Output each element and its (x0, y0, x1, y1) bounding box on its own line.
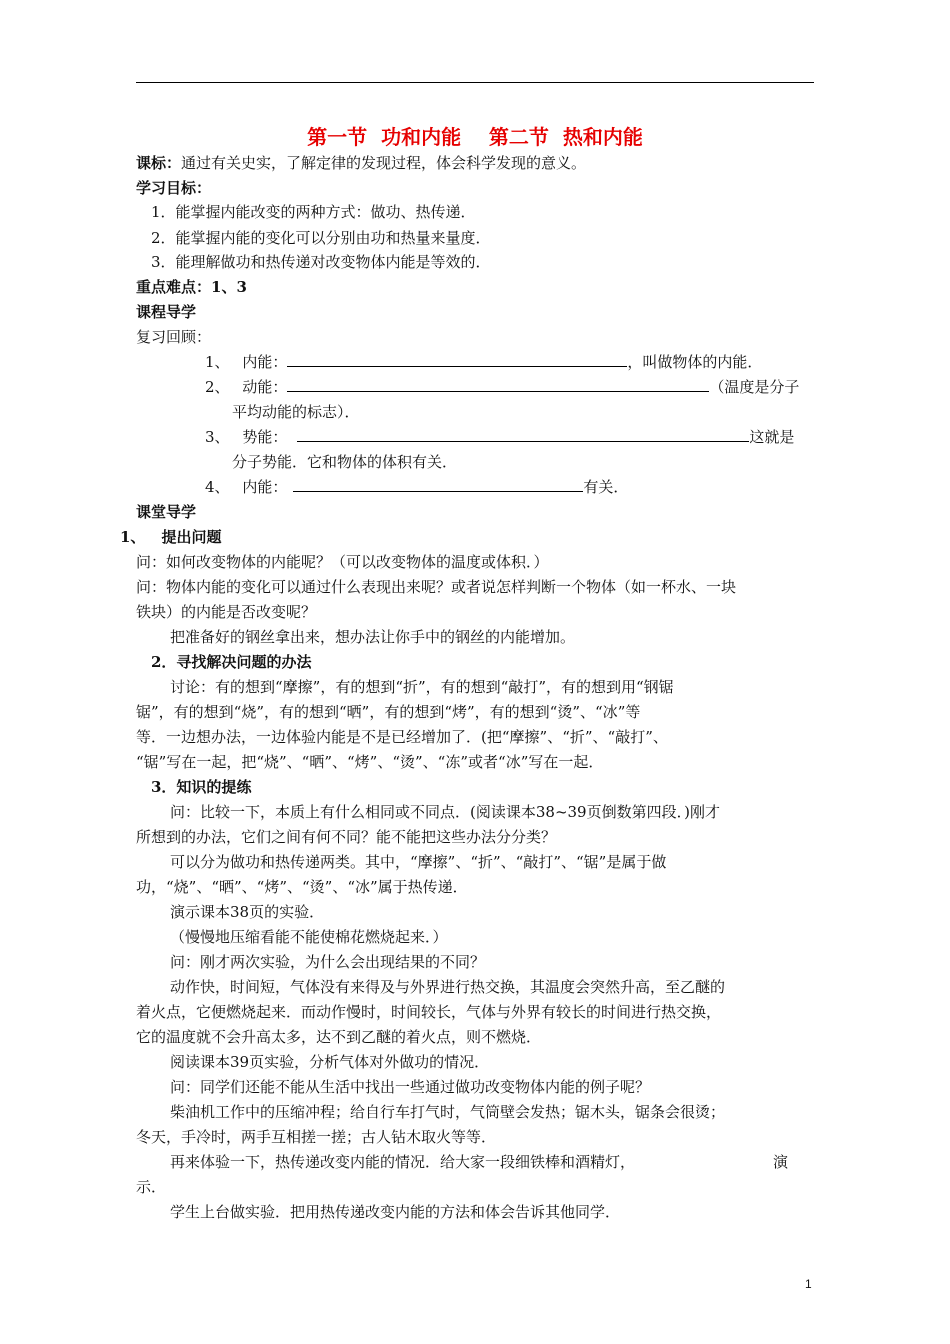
paragraph-line: 可以分为做功和热传递两类。其中，“摩擦”、“折”、“敲打”、“锯”是属于做 (170, 853, 667, 871)
review-heading: 复习回顾： (136, 328, 212, 346)
paragraph-line: 问：如何改变物体的内能呢？（可以改变物体的温度或体积．） (136, 553, 549, 571)
header-rule (136, 82, 814, 83)
review-label: 内能： (242, 353, 288, 371)
review-label: 动能： (242, 378, 288, 396)
paragraph-line: 所想到的办法，它们之间有何不同？能不能把这些办法分分类？ (136, 828, 557, 846)
fill-blank[interactable] (297, 427, 749, 442)
review-item-3 (205, 427, 794, 447)
review-num: 1、 (205, 353, 230, 371)
keypoints: 重点难点：1、3 (136, 278, 247, 296)
review-item-2 (205, 377, 799, 397)
review-cont: 平均动能的标志）． (232, 403, 360, 421)
paragraph-line: 冬天，手冷时，两手互相搓一搓；古人钻木取火等等． (136, 1128, 497, 1146)
review-label: 势能： (242, 428, 288, 446)
review-after: 有关． (583, 478, 629, 496)
objective-item: 2．能掌握内能的变化可以分别由功和热量来量度． (151, 229, 491, 247)
paragraph-line: 动作快，时间短，气体没有来得及与外界进行热交换，其温度会突然升高，至乙醚的 (170, 978, 726, 996)
kebiao-label: 课标： (136, 154, 182, 172)
paragraph-line: 柴油机工作中的压缩冲程；给自行车打气时，气筒壁会发热；锯木头，锯条会很烫； (170, 1103, 726, 1121)
review-after: ，叫做物体的内能． (627, 353, 763, 371)
section-1-heading (120, 527, 221, 547)
review-after: 这就是 (749, 428, 795, 446)
section-2-heading: 2．寻找解决问题的办法 (151, 653, 312, 671)
review-num: 2、 (205, 378, 230, 396)
paragraph-line: 讨论：有的想到“摩擦”，有的想到“折”，有的想到“敲打”，有的想到用“钢锯 (170, 678, 674, 696)
review-num: 4、 (205, 478, 230, 496)
paragraph-line: 演示课本38页的实验． (170, 903, 325, 921)
kebiao-text: 通过有关史实，了解定律的发现过程，体会科学发现的意义。 (181, 154, 587, 172)
paragraph-line: 锯”，有的想到“烧”，有的想到“晒”，有的想到“烤”，有的想到“烫”、“冰”等 (136, 703, 641, 721)
review-num: 3、 (205, 428, 230, 446)
paragraph-line: 等．一边想办法，一边体验内能是不是已经增加了．(把“摩擦”、“折”、“敲打”、 (136, 728, 668, 746)
paragraph-line: 学生上台做实验．把用热传递改变内能的方法和体会告诉其他同学． (170, 1203, 621, 1221)
paragraph-line: 再来体验一下，热传递改变内能的情况．给大家一段细铁棒和酒精灯， (170, 1153, 636, 1171)
paragraph-line: 着火点，它便燃烧起来．而动作慢时，时间较长，气体与外界有较长的时间进行热交换， (136, 1003, 722, 1021)
paragraph-line: 铁块）的内能是否改变呢？ (136, 603, 317, 621)
paragraph-line: 问：比较一下，本质上有什么相同或不同点．(阅读课本38~39页倒数第四段．)刚才 (170, 803, 720, 821)
fill-blank[interactable] (287, 352, 627, 367)
page-title: 第一节 功和内能 第二节 热和内能 (307, 125, 643, 149)
fill-blank[interactable] (293, 477, 583, 492)
section-num: 1、 (120, 528, 146, 546)
paragraph-line: 示． (136, 1178, 167, 1196)
objective-item: 3．能理解做功和热传递对改变物体内能是等效的． (151, 253, 491, 271)
review-label: 内能： (242, 478, 288, 496)
paragraph-line-tail: 演 (773, 1153, 789, 1171)
review-item-4 (205, 477, 628, 497)
guide-heading: 课程导学 (136, 303, 197, 321)
paragraph-line: （慢慢地压缩看能不能使棉花燃烧起来．） (170, 928, 448, 946)
review-item-1 (205, 352, 762, 372)
review-after: （温度是分子 (709, 378, 800, 396)
paragraph-line: 把准备好的钢丝拿出来，想办法让你手中的钢丝的内能增加。 (170, 628, 576, 646)
kebiao-line (136, 153, 586, 173)
objectives-heading: 学习目标： (136, 179, 212, 197)
page-number: 1 (805, 1277, 812, 1291)
paragraph-line: 问：刚才两次实验，为什么会出现结果的不同？ (170, 953, 486, 971)
paragraph-line: 问：物体内能的变化可以通过什么表现出来呢？或者说怎样判断一个物体（如一杯水、一块 (136, 578, 737, 596)
review-cont: 分子势能．它和物体的体积有关． (232, 453, 458, 471)
fill-blank[interactable] (287, 377, 709, 392)
paragraph-line: “锯”写在一起，把“烧”、“晒”、“烤”、“烫”、“冻”或者“冰”写在一起． (136, 753, 604, 771)
paragraph-line: 功，“烧”、“晒”、“烤”、“烫”、“冰”属于热传递． (136, 878, 468, 896)
class-heading: 课堂导学 (136, 503, 197, 521)
paragraph-line: 问：同学们还能不能从生活中找出一些通过做功改变物体内能的例子呢？ (170, 1078, 651, 1096)
paragraph-line: 阅读课本39页实验，分析气体对外做功的情况． (170, 1053, 490, 1071)
section-3-heading: 3．知识的提练 (151, 778, 252, 796)
objective-item: 1．能掌握内能改变的两种方式：做功、热传递． (151, 203, 476, 221)
section-title: 提出问题 (161, 528, 222, 546)
paragraph-line: 它的温度就不会升高太多，达不到乙醚的着火点，则不燃烧． (136, 1028, 542, 1046)
